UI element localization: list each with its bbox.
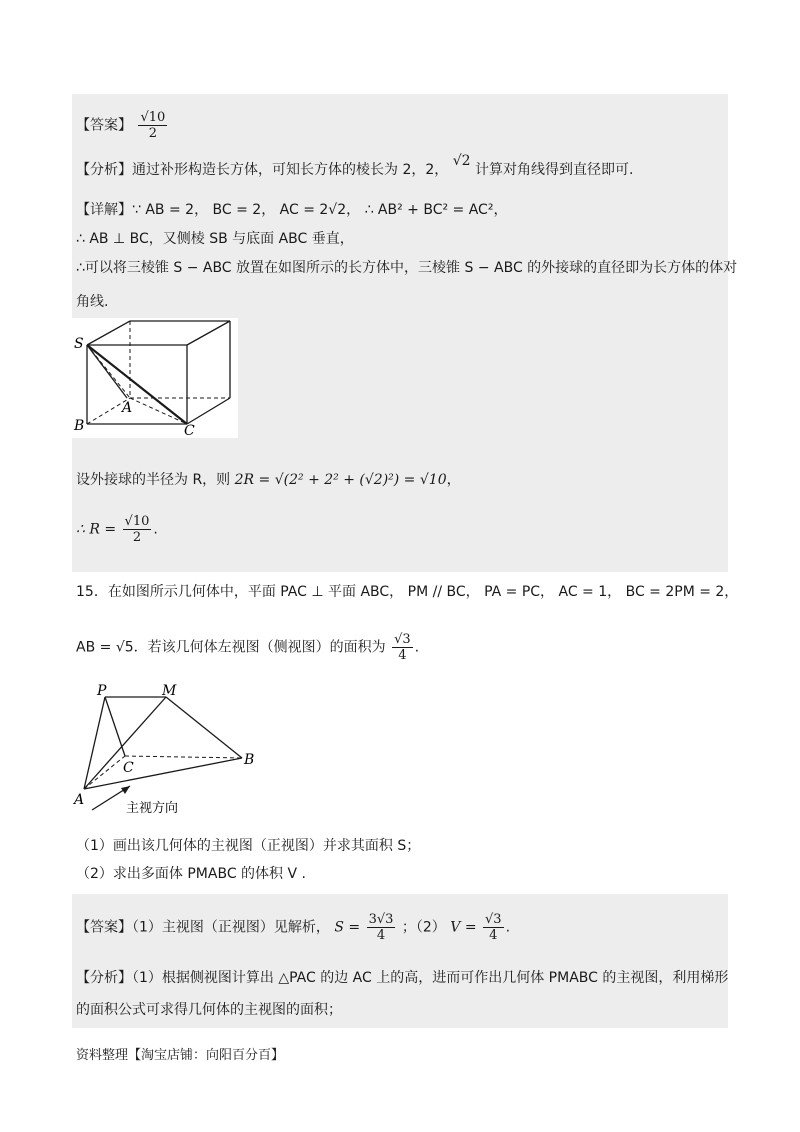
- q15-analysis-line2: 的面积公式可求得几何体的主视图的面积；: [76, 1002, 342, 1018]
- label-M: M: [162, 683, 177, 699]
- q14-box-figure: [72, 318, 238, 438]
- figure-background: [72, 318, 238, 438]
- q15-stem-den: 4: [398, 648, 407, 663]
- q15-part1: （1）画出该几何体的主视图（正视图）并求其面积 S；: [76, 838, 421, 854]
- q15-answer-S-den: 4: [376, 928, 386, 943]
- q15-solid-figure: [70, 680, 270, 820]
- q15-answer: [76, 912, 510, 943]
- q15-stem-fraction: [392, 632, 413, 663]
- q15-answer-text1: （1）主视图（正视图）见解析，: [132, 919, 330, 936]
- q14-conclusion: [76, 514, 158, 545]
- q14-detail-line1: [76, 200, 507, 220]
- q15-answer-V-prefix: V =: [450, 919, 477, 936]
- label-C: C: [184, 423, 195, 438]
- label-B: B: [74, 418, 85, 434]
- q15-stem-text: AB = √5．若该几何体左视图（侧视图）的面积为: [76, 639, 386, 656]
- label-B: B: [244, 752, 255, 768]
- direction-label: 主视方向: [126, 801, 179, 816]
- q15-analysis-text1: （1）根据侧视图计算出 △PAC 的边 AC 上的高，进而可作出几何体 PMABC 的主视图，利用梯形: [132, 970, 729, 986]
- q15-stem-line2: [76, 632, 419, 663]
- direction-arrowhead: [121, 786, 130, 794]
- q14-conclusion-fraction: [123, 514, 152, 545]
- q15-stem-line1: 15．在如图所示几何体中，平面 PAC ⊥ 平面 ABC， PM // BC， PA = PC， AC = 1， BC = 2PM = 2，: [76, 584, 739, 600]
- q14-radius-line: [76, 470, 461, 490]
- q14-answer: [76, 110, 169, 141]
- q14-answer-num: √10: [140, 110, 166, 125]
- label-P: P: [97, 683, 107, 699]
- q14-analysis-text-a: 通过补形构造长方体，可知长方体的棱长为 2，2，: [132, 162, 449, 178]
- q14-radius-formula: 2R = √(2² + 2² + (√2)²) = √10: [234, 472, 447, 488]
- q14-detail-line4: 角线.: [76, 294, 109, 310]
- q14-radius-text: 设外接球的半径为 R，则: [76, 472, 231, 488]
- q14-conclusion-end: .: [153, 521, 158, 538]
- q15-analysis-line1: [76, 968, 728, 988]
- q15-answer-end: .: [505, 919, 511, 936]
- label-S: S: [74, 336, 84, 352]
- q15-answer-S-num: 3√3: [368, 912, 394, 927]
- q14-detail-label: 【详解】: [76, 202, 132, 218]
- q15-answer-V-fraction: [483, 912, 504, 943]
- q14-conclusion-num: √10: [124, 514, 150, 529]
- q14-analysis-label: 【分析】: [76, 162, 132, 178]
- q14-detail-line2: ∴ AB ⊥ BC，又侧棱 SB 与底面 ABC 垂直，: [76, 231, 354, 247]
- q14-conclusion-prefix: ∴ R =: [76, 521, 117, 538]
- q15-answer-label: 【答案】: [76, 919, 132, 936]
- label-C: C: [123, 760, 134, 776]
- q15-answer-S-prefix: S =: [334, 919, 361, 936]
- q14-analysis: [76, 153, 634, 180]
- q15-answer-V-num: √3: [485, 912, 502, 927]
- q14-detail-line3: ∴可以将三棱锥 S − ABC 放置在如图所示的长方体中，三棱锥 S − ABC 的外接球的直径即为长方体的体对: [76, 260, 738, 276]
- q15-stem-end: .: [414, 639, 420, 656]
- q14-conclusion-den: 2: [132, 530, 142, 545]
- q15-answer-sep: ；（2）: [401, 919, 446, 936]
- q15-answer-V-den: 4: [489, 928, 498, 943]
- label-A: A: [122, 400, 133, 416]
- q14-answer-den: 2: [148, 126, 157, 141]
- q15-answer-S-fraction: [367, 912, 396, 943]
- q15-analysis-label: 【分析】: [76, 970, 132, 986]
- q14-answer-fraction: [138, 110, 167, 141]
- q14-radius-end: ，: [446, 472, 461, 488]
- q15-stem-num: √3: [394, 632, 411, 647]
- q15-part2: （2）求出多面体 PMABC 的体积 V .: [76, 866, 306, 882]
- q14-analysis-text-b: 计算对角线得到直径即可.: [475, 162, 634, 178]
- footer-source: 资料整理【淘宝店铺：向阳百分百】: [76, 1048, 285, 1063]
- q14-answer-label: 【答案】: [76, 117, 132, 134]
- q14-analysis-sqrt: √2: [452, 153, 471, 169]
- q14-detail-text1: ∵ AB = 2， BC = 2， AC = 2√2， ∴ AB² + BC² = AC²，: [132, 202, 508, 218]
- label-A: A: [74, 792, 85, 808]
